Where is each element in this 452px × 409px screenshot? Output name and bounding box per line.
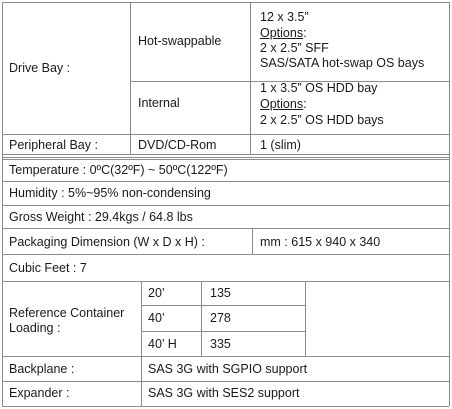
container-size: 40’ H	[148, 337, 177, 351]
rule	[2, 205, 449, 206]
hot-swappable-line3: 2 x 2.5” SFF	[260, 41, 329, 55]
internal-line3: 2 x 2.5” OS HDD bays	[260, 113, 384, 127]
internal-line1: 1 x 3.5” OS HDD bay	[260, 81, 378, 95]
rule	[2, 254, 449, 255]
rule	[2, 228, 449, 229]
cubic-feet-row: Cubic Feet : 7	[9, 261, 87, 275]
expander-label: Expander :	[9, 386, 70, 400]
rule	[2, 154, 449, 155]
hot-swappable-label: Hot-swappable	[138, 34, 222, 48]
hot-swappable-line1: 12 x 3.5”	[260, 10, 309, 24]
humidity-row: Humidity : 5%~95% non-condensing	[9, 186, 211, 200]
rule	[2, 181, 449, 182]
internal-label: Internal	[138, 96, 180, 110]
rule	[2, 134, 449, 135]
peripheral-bay-label: Peripheral Bay :	[9, 138, 98, 152]
rule	[141, 356, 142, 406]
peripheral-bay-value: 1 (slim)	[260, 138, 301, 152]
peripheral-bay-type: DVD/CD-Rom	[138, 138, 217, 152]
rule	[2, 406, 449, 407]
rule	[2, 381, 449, 382]
rule	[2, 2, 449, 3]
rule	[141, 281, 142, 356]
container-qty: 135	[210, 286, 231, 300]
backplane-value: SAS 3G with SGPIO support	[148, 362, 308, 376]
options-word: Options	[260, 97, 304, 111]
container-label-line2: Loading :	[9, 321, 61, 335]
rule	[2, 356, 449, 357]
internal-options	[260, 97, 307, 112]
expander-value: SAS 3G with SES2 support	[148, 386, 300, 400]
packaging-value: mm : 615 x 940 x 340	[260, 235, 381, 249]
drive-bay-label: Drive Bay :	[9, 61, 71, 75]
spec-table	[2, 2, 449, 407]
container-size: 20’	[148, 286, 165, 300]
rule	[305, 281, 306, 356]
rule	[201, 281, 202, 356]
rule	[141, 305, 305, 306]
gross-weight-row: Gross Weight : 29.4kgs / 64.8 lbs	[9, 210, 193, 224]
rule	[141, 331, 305, 332]
rule	[130, 2, 131, 154]
packaging-label: Packaging Dimension (W x D x H) :	[9, 235, 205, 249]
backplane-label: Backplane :	[9, 362, 75, 376]
options-colon: :	[303, 26, 307, 40]
container-label-line1: Reference Container	[9, 306, 125, 320]
temperature-row: Temperature : 0ºC(32ºF) ~ 50ºC(122ºF)	[9, 163, 228, 177]
hot-swappable-options	[260, 26, 307, 41]
rule	[449, 2, 450, 406]
rule	[2, 2, 3, 406]
container-size: 40’	[148, 311, 165, 325]
hot-swappable-line4: SAS/SATA hot-swap OS bays	[260, 56, 425, 70]
rule	[2, 281, 449, 282]
rule	[2, 157, 449, 160]
rule	[250, 2, 251, 154]
options-word: Options	[260, 26, 304, 40]
container-qty: 335	[210, 337, 231, 351]
container-qty: 278	[210, 311, 231, 325]
options-colon: :	[303, 97, 307, 111]
rule	[252, 228, 253, 254]
